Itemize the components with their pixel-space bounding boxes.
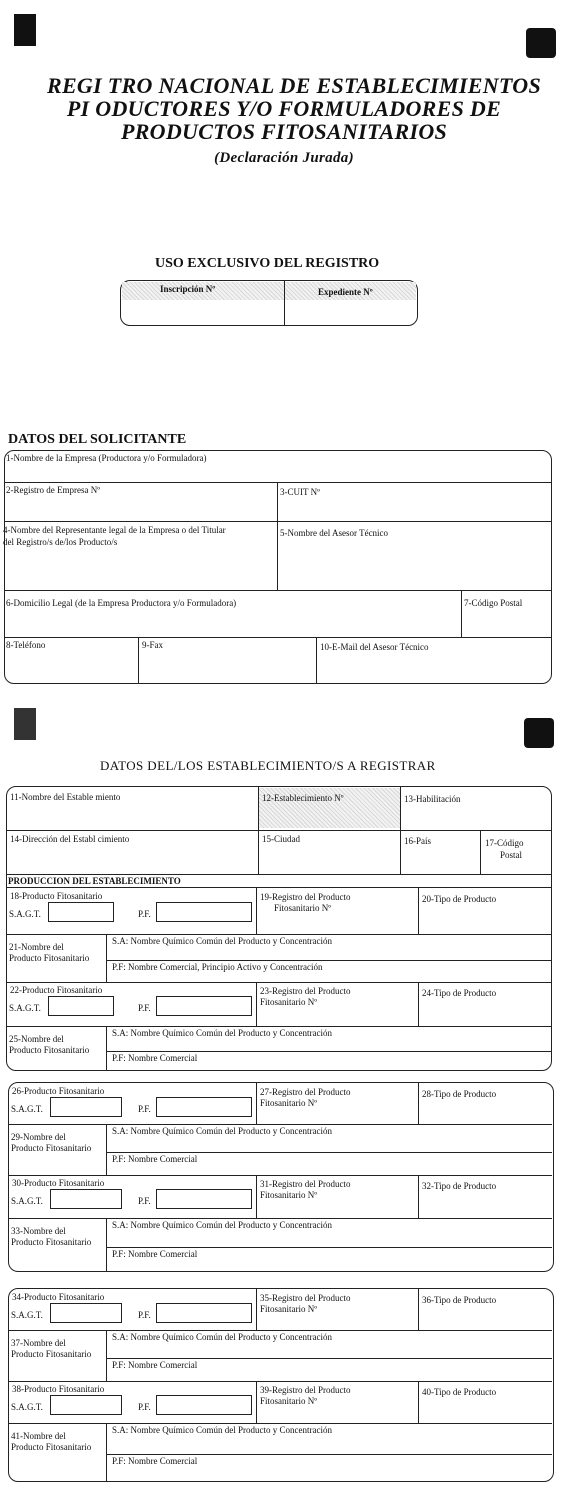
product-5-name-mid-line xyxy=(106,1358,552,1359)
product-4-tipo-field[interactable]: 32-Tipo de Producto xyxy=(422,1181,497,1191)
product-3-sagt-input[interactable] xyxy=(50,1097,122,1117)
product-6-sa-field[interactable]: S.A: Nombre Químico Común del Producto y Concentración xyxy=(112,1425,332,1435)
cuit-field[interactable]: 3-CUIT Nº xyxy=(280,487,320,497)
product-3-tipo-field[interactable]: 28-Tipo de Producto xyxy=(422,1089,497,1099)
product-6-pf-input[interactable] xyxy=(156,1395,252,1415)
expediente-label: Expediente Nº xyxy=(318,287,373,297)
product-3-sagt-label: S.A.G.T. xyxy=(11,1104,43,1114)
nombre-establecimiento-field[interactable]: 11-Nombre del Estable miento xyxy=(10,792,121,802)
product-2-tipo-divider xyxy=(418,982,419,1026)
product-4-pf-field[interactable]: P.F: Nombre Comercial xyxy=(112,1249,198,1259)
product-1-registro-label-1[interactable]: 19-Registro del Producto xyxy=(260,892,351,902)
product-1-reg-divider xyxy=(256,888,257,934)
product-4-tipo-divider xyxy=(418,1175,419,1218)
product-1-name-top-line xyxy=(6,934,552,935)
product-2-reg-divider xyxy=(256,982,257,1026)
inscripcion-label: Inscripción Nº xyxy=(160,284,216,294)
product-5-registro-label-2: Fitosanitario Nº xyxy=(260,1304,318,1314)
form-subtitle: (Declaración Jurada) xyxy=(214,150,354,166)
product-4-nombre-label: 33-Nombre del Producto Fitosanitario xyxy=(11,1226,92,1247)
product-6-name-top-line xyxy=(8,1423,552,1424)
product-4-top-line xyxy=(8,1175,552,1176)
product-3-tipo-divider xyxy=(418,1083,419,1124)
registration-mark-mid-right xyxy=(524,718,554,748)
product-1-sa-field[interactable]: S.A: Nombre Químico Común del Producto y Concentración xyxy=(112,936,332,946)
product-5-nombre-label: 37-Nombre del Producto Fitosanitario xyxy=(11,1338,92,1359)
product-1-label: 18-Producto Fitosanitario xyxy=(10,891,103,901)
product-3-name-mid-line xyxy=(106,1152,552,1153)
product-4-name-mid-line xyxy=(106,1247,552,1248)
codigo-postal-field[interactable]: 7-Código Postal xyxy=(464,598,523,608)
product-2-pf-input[interactable] xyxy=(156,996,252,1016)
product-4-pf-label: P.F. xyxy=(138,1196,151,1206)
representante-label-1[interactable]: 4-Nombre del Representante legal de la Empresa o del Titular xyxy=(3,525,226,535)
product-2-label: 22-Producto Fitosanitario xyxy=(10,985,103,995)
product-4-pf-input[interactable] xyxy=(156,1189,252,1209)
registro-empresa-field[interactable]: 2-Registro de Empresa Nº xyxy=(6,485,101,495)
codigo-postal-est-label-2: Postal xyxy=(500,850,523,860)
product-5-sagt-input[interactable] xyxy=(50,1303,122,1323)
product-3-registro-label-1[interactable]: 27-Registro del Producto xyxy=(260,1087,351,1097)
product-2-pf-label: P.F. xyxy=(138,1003,151,1013)
product-6-pf-label: P.F. xyxy=(138,1402,151,1412)
product-1-sagt-input[interactable] xyxy=(48,902,114,922)
product-5-pf-field[interactable]: P.F: Nombre Comercial xyxy=(112,1360,198,1370)
habilitacion-field[interactable]: 13-Habilitación xyxy=(404,794,461,804)
product-1-tipo-field[interactable]: 20-Tipo de Producto xyxy=(422,894,497,904)
registry-heading: USO EXCLUSIVO DEL REGISTRO xyxy=(155,256,380,271)
product-5-tipo-field[interactable]: 36-Tipo de Producto xyxy=(422,1295,497,1305)
product-3-pf-field[interactable]: P.F: Nombre Comercial xyxy=(112,1154,198,1164)
domicilio-field[interactable]: 6-Domicilio Legal (de la Empresa Productora y/o Formuladora) xyxy=(6,598,237,608)
product-4-reg-divider xyxy=(256,1175,257,1218)
product-5-sa-field[interactable]: S.A: Nombre Químico Común del Producto y Concentración xyxy=(112,1332,332,1342)
direccion-establecimiento-field[interactable]: 14-Dirección del Establ cimiento xyxy=(10,834,130,844)
product-6-registro-label-1[interactable]: 39-Registro del Producto xyxy=(260,1385,351,1395)
registration-mark-top-right xyxy=(526,28,556,58)
product-3-pf-input[interactable] xyxy=(156,1097,252,1117)
product-4-label: 30-Producto Fitosanitario xyxy=(12,1178,105,1188)
product-5-name-top-line xyxy=(8,1330,552,1331)
produccion-heading: PRODUCCION DEL ESTABLECIMIENTO xyxy=(8,876,181,886)
product-2-tipo-field[interactable]: 24-Tipo de Producto xyxy=(422,988,497,998)
product-2-top-line xyxy=(6,982,552,983)
product-6-tipo-field[interactable]: 40-Tipo de Producto xyxy=(422,1387,497,1397)
product-3-reg-divider xyxy=(256,1083,257,1124)
codigo-postal-est-label-1[interactable]: 17-Código xyxy=(485,838,524,848)
product-3-pf-label: P.F. xyxy=(138,1104,151,1114)
product-1-name-mid-line xyxy=(106,960,552,961)
product-6-sagt-label: S.A.G.T. xyxy=(11,1402,43,1412)
product-4-registro-label-1[interactable]: 31-Registro del Producto xyxy=(260,1179,351,1189)
solicitante-heading: DATOS DEL SOLICITANTE xyxy=(8,432,187,447)
product-4-sagt-label: S.A.G.T. xyxy=(11,1196,43,1206)
product-5-pf-input[interactable] xyxy=(156,1303,252,1323)
form-title-line-1: REGI TRO NACIONAL DE ESTABLECIMIENTOS xyxy=(46,73,541,98)
ciudad-field[interactable]: 15-Ciudad xyxy=(262,834,300,844)
product-5-registro-label-1[interactable]: 35-Registro del Producto xyxy=(260,1293,351,1303)
representante-label-2: del Registro/s de/los Producto/s xyxy=(3,537,118,547)
product-2-name-top-line xyxy=(6,1026,552,1027)
product-6-sagt-input[interactable] xyxy=(50,1395,122,1415)
pais-field[interactable]: 16-País xyxy=(404,836,431,846)
product-4-name-top-line xyxy=(8,1218,552,1219)
registration-mark-mid-left xyxy=(14,708,36,740)
product-1-pf-field[interactable]: P.F: Nombre Comercial, Principio Activo y Concentración xyxy=(112,962,323,972)
product-4-sagt-input[interactable] xyxy=(50,1189,122,1209)
product-6-name-mid-line xyxy=(106,1454,552,1455)
empresa-name-field[interactable]: 1-Nombre de la Empresa (Productora y/o Formuladora) xyxy=(6,453,207,463)
product-6-top-line xyxy=(8,1381,552,1382)
form-title-line-3: PRODUCTOS FITOSANITARIOS xyxy=(120,119,448,144)
product-3-name-top-line xyxy=(8,1124,552,1125)
product-2-registro-label-1[interactable]: 23-Registro del Producto xyxy=(260,986,351,996)
product-5-tipo-divider xyxy=(418,1289,419,1330)
establecimientos-heading: DATOS DEL/LOS ESTABLECIMIENTO/S A REGISTRAR xyxy=(100,758,436,773)
fax-field[interactable]: 9-Fax xyxy=(142,640,163,650)
product-2-sagt-input[interactable] xyxy=(48,996,114,1016)
product-6-pf-field[interactable]: P.F: Nombre Comercial xyxy=(112,1456,198,1466)
product-6-registro-label-2: Fitosanitario Nº xyxy=(260,1396,318,1406)
product-2-pf-field[interactable]: P.F: Nombre Comercial xyxy=(112,1053,198,1063)
product-1-nombre-label: 21-Nombre del Producto Fitosanitario xyxy=(9,942,90,963)
email-asesor-field[interactable]: 10-E-Mail del Asesor Técnico xyxy=(320,642,429,652)
product-2-sa-field[interactable]: S.A: Nombre Químico Común del Producto y Concentración xyxy=(112,1028,332,1038)
product-3-registro-label-2: Fitosanitario Nº xyxy=(260,1098,318,1108)
product-6-nombre-label: 41-Nombre del Producto Fitosanitario xyxy=(11,1431,92,1452)
telefono-field[interactable]: 8-Teléfono xyxy=(6,640,46,650)
product-1-tipo-divider xyxy=(418,888,419,934)
establecimiento-numero-field[interactable]: 12-Establecimiento Nº xyxy=(262,793,344,803)
product-6-tipo-divider xyxy=(418,1381,419,1423)
registration-mark-top-left xyxy=(14,14,36,46)
product-2-sagt-label: S.A.G.T. xyxy=(9,1003,41,1013)
product-5-sagt-label: S.A.G.T. xyxy=(11,1310,43,1320)
product-1-pf-input[interactable] xyxy=(156,902,252,922)
product-1-registro-label-2: Fitosanitario Nº xyxy=(274,903,332,913)
product-1-sagt-label: S.A.G.T. xyxy=(9,909,41,919)
product-4-registro-label-2: Fitosanitario Nº xyxy=(260,1190,318,1200)
product-6-label: 38-Producto Fitosanitario xyxy=(12,1384,105,1394)
product-5-label: 34-Producto Fitosanitario xyxy=(12,1292,105,1302)
product-3-nombre-label: 29-Nombre del Producto Fitosanitario xyxy=(11,1132,92,1153)
product-6-reg-divider xyxy=(256,1381,257,1423)
product-5-reg-divider xyxy=(256,1289,257,1330)
form-title-line-2: PI ODUCTORES Y/O FORMULADORES DE xyxy=(66,96,502,121)
product-3-label: 26-Producto Fitosanitario xyxy=(12,1086,105,1096)
product-2-name-mid-line xyxy=(106,1051,552,1052)
product-5-pf-label: P.F. xyxy=(138,1310,151,1320)
product-4-sa-field[interactable]: S.A: Nombre Químico Común del Producto y Concentración xyxy=(112,1220,332,1230)
product-2-registro-label-2: Fitosanitario Nº xyxy=(260,997,318,1007)
product-3-sa-field[interactable]: S.A: Nombre Químico Común del Producto y Concentración xyxy=(112,1126,332,1136)
asesor-tecnico-field[interactable]: 5-Nombre del Asesor Técnico xyxy=(280,528,389,538)
product-1-pf-label: P.F. xyxy=(138,909,151,919)
product-2-nombre-label: 25-Nombre del Producto Fitosanitario xyxy=(9,1034,90,1055)
